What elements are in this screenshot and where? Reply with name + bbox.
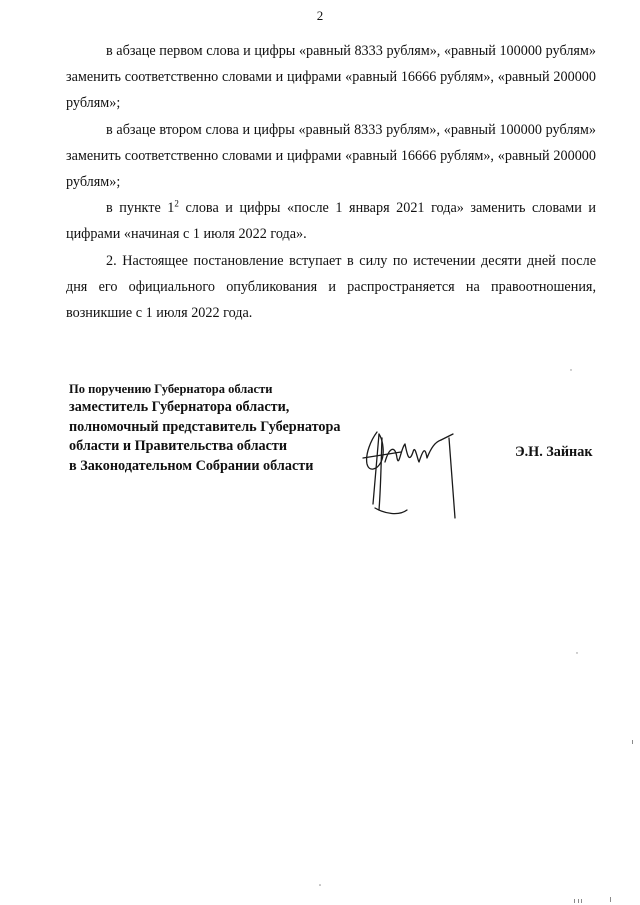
- paragraph-punkt-after: слова и цифры «после 1 января 2021 года» заменить словами и цифрами «начиная с 1 июля 2022 года».: [66, 200, 597, 243]
- signature-block: [69, 380, 340, 476]
- page-number: 2: [316, 8, 324, 23]
- paragraph-abzats-first: в абзаце первом слова и цифры «равный 8333 рублям», «равный 100000 рублям» заменить соответственно словами и цифрами «равный 16666 рублям», «равный 200000 рублям»;: [66, 43, 596, 112]
- paragraph-effective-date: 2. Настоящее постановление вступает в силу по истечении десяти дней после дня его официального опубликования и распространяется на правоотношения, возникшие с 1 июля 2022 года.: [66, 252, 596, 322]
- superscript-index: 2: [174, 198, 179, 209]
- signature-line-position-2: полномочный представитель Губернатора: [69, 418, 341, 435]
- paragraph-abzats-second: в абзаце втором слова и цифры «равный 8333 рублям», «равный 100000 рублям» заменить соответственно словами и цифрами «равный 16666 рублям», «равный 200000 рублям»;: [66, 121, 596, 191]
- document-body: [66, 38, 596, 326]
- signature-line-instruction: По поручению Губернатора области: [69, 382, 273, 396]
- handwritten-signature: [355, 418, 465, 533]
- signature-line-position-1: заместитель Губернатора области,: [69, 399, 290, 415]
- signer-name: Э.Н. Зайнак: [515, 444, 593, 460]
- paragraph-punkt: [66, 195, 596, 247]
- paragraph-punkt-before: в пункте 1: [106, 200, 175, 217]
- signature-line-position-3: области и Правительства области: [69, 438, 288, 454]
- signature-line-position-4: в Законодательном Собрании области: [69, 457, 314, 474]
